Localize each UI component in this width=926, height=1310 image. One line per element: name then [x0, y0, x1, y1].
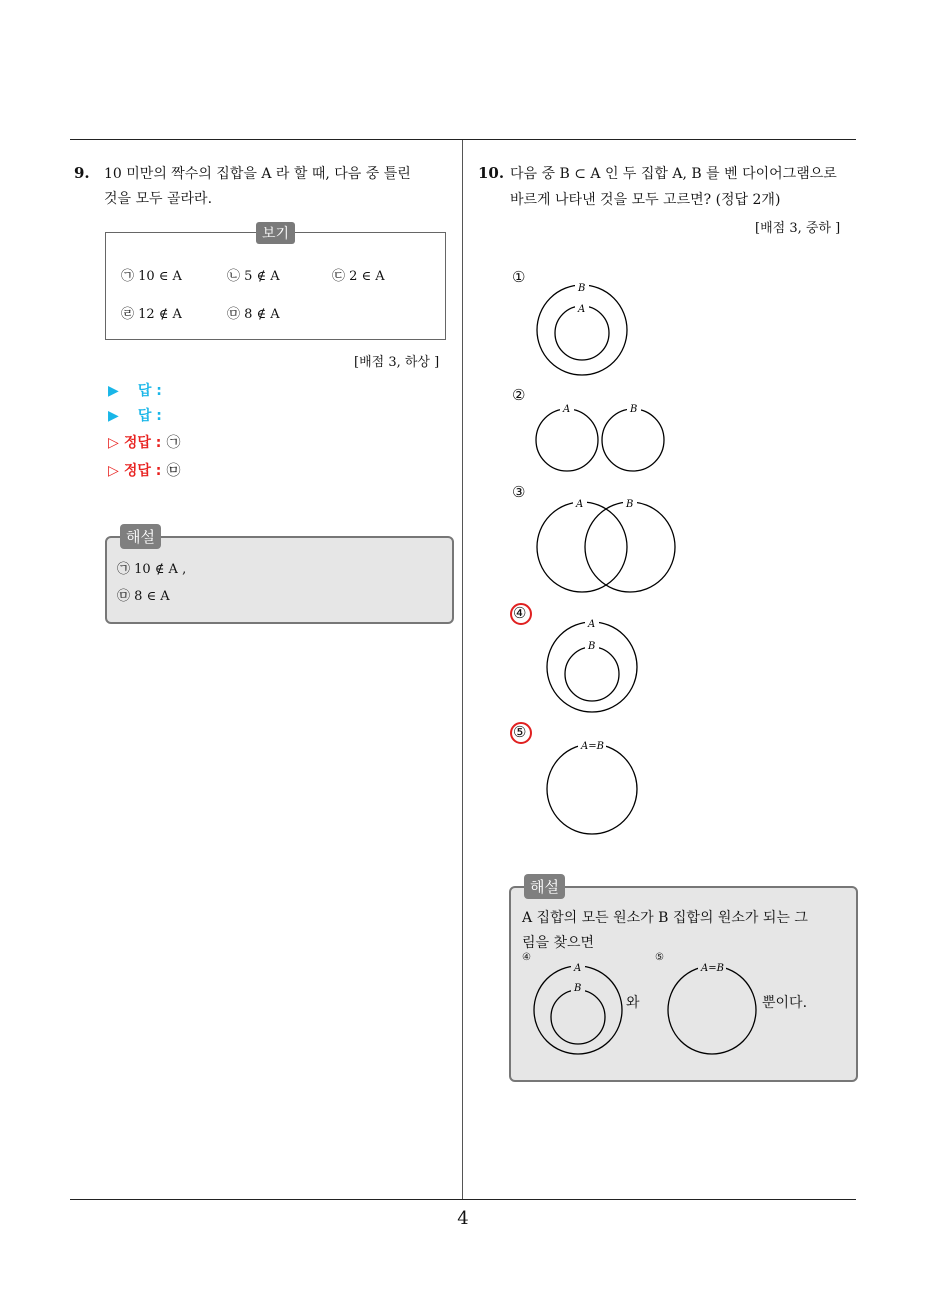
- q9-choice-box: [105, 232, 446, 340]
- venn-label-B: B: [630, 404, 638, 415]
- q10-solution-mark-4: ④: [522, 952, 531, 963]
- q9-solution-label: 해설: [120, 524, 161, 549]
- venn-diagram-4: [540, 617, 650, 717]
- bottom-rule: [70, 1199, 856, 1200]
- venn-diagram-5: [540, 738, 650, 838]
- q9-choice-5: ㉤ 8 ∉ A: [227, 307, 280, 322]
- q9-box-label: 보기: [256, 222, 295, 244]
- q9-score: [배점 3, 하상 ]: [354, 355, 440, 370]
- q9-text-line2: 것을 모두 골라라.: [104, 191, 213, 207]
- q10-option-5: ⑤: [513, 723, 527, 741]
- q10-score: [배점 3, 중하 ]: [755, 221, 841, 236]
- q9-number: 9.: [74, 164, 90, 182]
- page-number: 4: [457, 1208, 469, 1229]
- venn-label-B: B: [588, 641, 596, 652]
- venn-label-A: A: [588, 619, 596, 630]
- q10-solution-line-1: A 집합의 모든 원소가 B 집합의 원소가 되는 그: [522, 910, 808, 926]
- venn-label-A-eq-B: A=B: [701, 963, 724, 974]
- play-icon: ▶: [108, 383, 119, 399]
- play-icon: ▶: [108, 408, 119, 424]
- solution-venn-left: [528, 960, 628, 1060]
- correct-label: 정답 :: [123, 435, 162, 451]
- q10-text-line1: 다음 중 B ⊂ A 인 두 집합 A, B 를 벤 다이어그램으로: [510, 166, 837, 182]
- venn-label-A: A: [576, 499, 584, 510]
- q10-option-2: ②: [512, 386, 526, 404]
- q9-choice-3: ㉢ 2 ∈ A: [332, 269, 385, 284]
- q10-option-1: ①: [512, 268, 526, 286]
- q10-solution-label: 해설: [524, 874, 565, 899]
- venn-label-A: A: [578, 304, 586, 315]
- q9-answer-row-2: [108, 405, 162, 425]
- q10-option-4: ④: [513, 604, 527, 622]
- q9-solution-line-2: ㉤ 8 ∈ A: [117, 589, 170, 604]
- venn-label-B: B: [578, 283, 586, 294]
- q10-option-3: ③: [512, 483, 526, 501]
- correct-value: ㉠: [166, 435, 181, 451]
- correct-value: ㉤: [166, 463, 181, 479]
- q10-solution-line-2: 림을 찾으면: [522, 935, 595, 951]
- q9-answer-row-1: [108, 380, 162, 400]
- top-rule: [70, 139, 856, 140]
- venn-label-B: B: [626, 499, 634, 510]
- venn-diagram-3: [530, 495, 685, 600]
- q9-solution-box: [105, 536, 454, 624]
- q9-choice-4: ㉣ 12 ∉ A: [121, 307, 182, 322]
- venn-diagram-2: [530, 400, 675, 480]
- venn-label-A: A: [563, 404, 571, 415]
- q9-solution-line-1: ㉠ 10 ∉ A ,: [117, 562, 187, 577]
- solution-venn-right: [662, 960, 762, 1060]
- q9-choice-1: ㉠ 10 ∈ A: [121, 269, 182, 284]
- q10-text-line2: 바르게 나타낸 것을 모두 고르면? (정답 2개): [510, 192, 781, 208]
- q9-correct-row-1: [108, 432, 181, 452]
- q9-text-line1: 10 미만의 짝수의 집합을 A 라 할 때, 다음 중 틀린: [104, 166, 411, 182]
- answer-label: 답 :: [137, 383, 162, 399]
- column-divider: [462, 140, 463, 1200]
- play-outline-icon: ▷: [108, 435, 119, 451]
- venn-label-B: B: [574, 983, 582, 994]
- q10-solution-end: 뿐이다.: [762, 995, 808, 1011]
- venn-diagram-1: [530, 278, 640, 378]
- q10-solution-mark-5: ⑤: [655, 952, 664, 963]
- venn-label-A: A: [574, 963, 582, 974]
- correct-label: 정답 :: [123, 463, 162, 479]
- q9-choice-2: ㉡ 5 ∉ A: [227, 269, 280, 284]
- play-outline-icon: ▷: [108, 463, 119, 479]
- q10-solution-wa: 와: [626, 995, 640, 1011]
- q9-correct-row-2: [108, 460, 181, 480]
- q10-number: 10.: [478, 164, 505, 182]
- answer-label: 답 :: [137, 408, 162, 424]
- venn-label-A-eq-B: A=B: [581, 741, 604, 752]
